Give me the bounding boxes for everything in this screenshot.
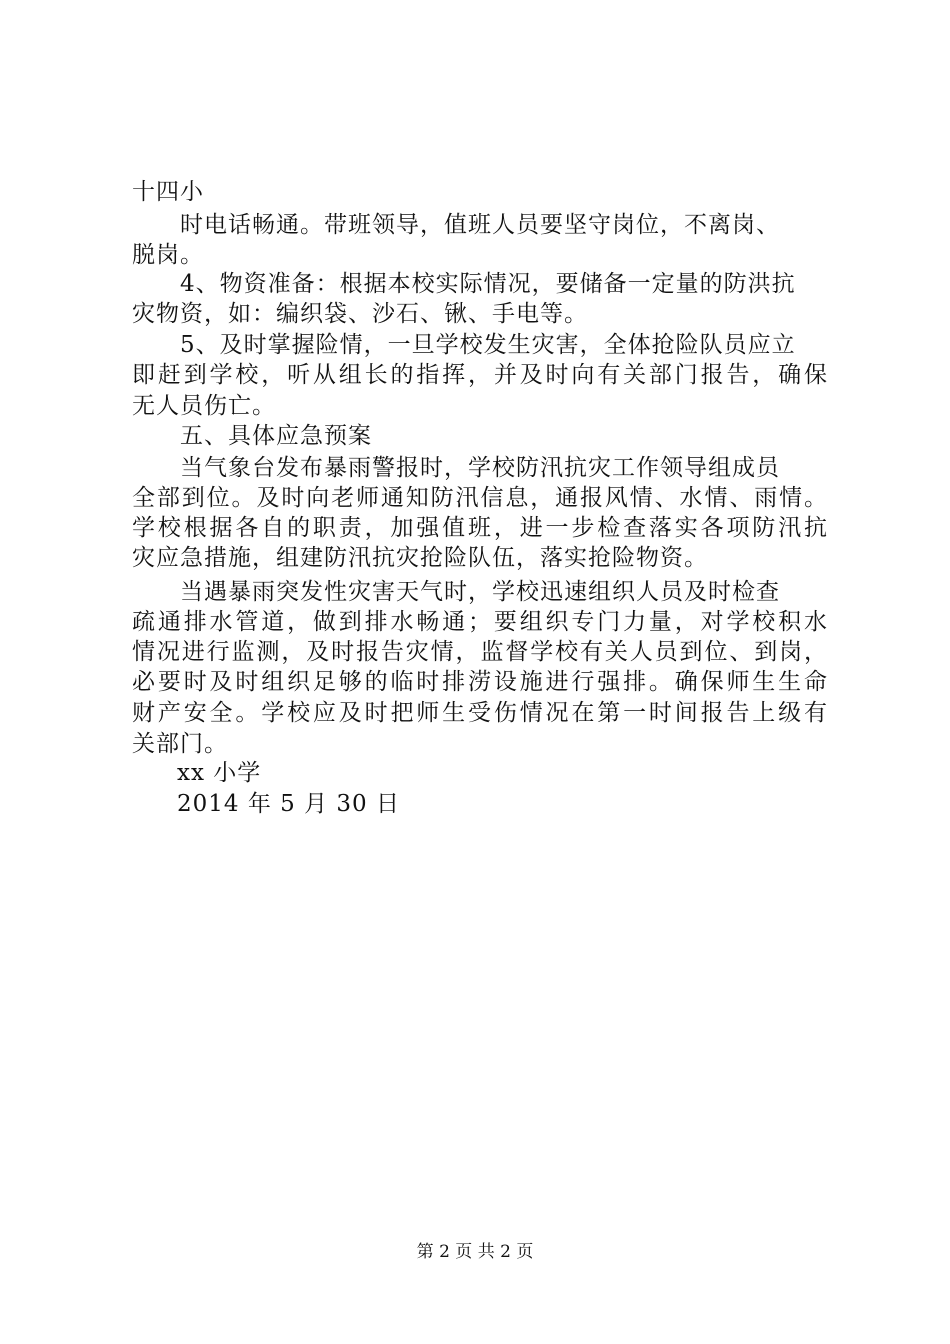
text-line: 财产安全。学校应及时把师生受伤情况在第一时间报告上级有 <box>132 700 828 726</box>
text-line: 时电话畅通。带班领导，值班人员要坚守岗位，不离岗、 <box>180 212 780 238</box>
text-line: 十四小 <box>132 179 204 205</box>
text-line: 关部门。 <box>132 731 228 757</box>
signature-date: 2014 年 5 月 30 日 <box>177 791 400 817</box>
text-line: 全部到位。及时向老师通知防汛信息，通报风情、水情、雨情。 <box>132 485 828 511</box>
text-line: 5、及时掌握险情，一旦学校发生灾害，全体抢险队员应立 <box>180 332 796 358</box>
text-line: 4、物资准备：根据本校实际情况，要储备一定量的防洪抗 <box>180 271 796 297</box>
text-line: 学校根据各自的职责，加强值班，进一步检查落实各项防汛抗 <box>132 515 828 541</box>
text-line: 疏通排水管道，做到排水畅通；要组织专门力量，对学校积水 <box>132 609 828 635</box>
signature-school: xx 小学 <box>177 760 262 786</box>
text-line: 当遇暴雨突发性灾害天气时，学校迅速组织人员及时检查 <box>180 579 780 605</box>
text-line: 当气象台发布暴雨警报时，学校防汛抗灾工作领导组成员 <box>180 455 780 481</box>
text-line: 必要时及时组织足够的临时排涝设施进行强排。确保师生生命 <box>132 669 828 695</box>
section-heading: 五、具体应急预案 <box>180 423 372 449</box>
text-line: 无人员伤亡。 <box>132 393 276 419</box>
text-line: 灾应急措施，组建防汛抗灾抢险队伍，落实抢险物资。 <box>132 545 708 571</box>
text-line: 情况进行监测，及时报告灾情，监督学校有关人员到位、到岗， <box>132 639 828 665</box>
page-number-footer: 第 2 页 共 2 页 <box>416 1242 534 1262</box>
text-line: 灾物资，如：编织袋、沙石、锹、手电等。 <box>132 301 588 327</box>
text-line: 即赶到学校，听从组长的指挥，并及时向有关部门报告，确保 <box>132 362 828 388</box>
text-line: 脱岗。 <box>132 242 204 268</box>
